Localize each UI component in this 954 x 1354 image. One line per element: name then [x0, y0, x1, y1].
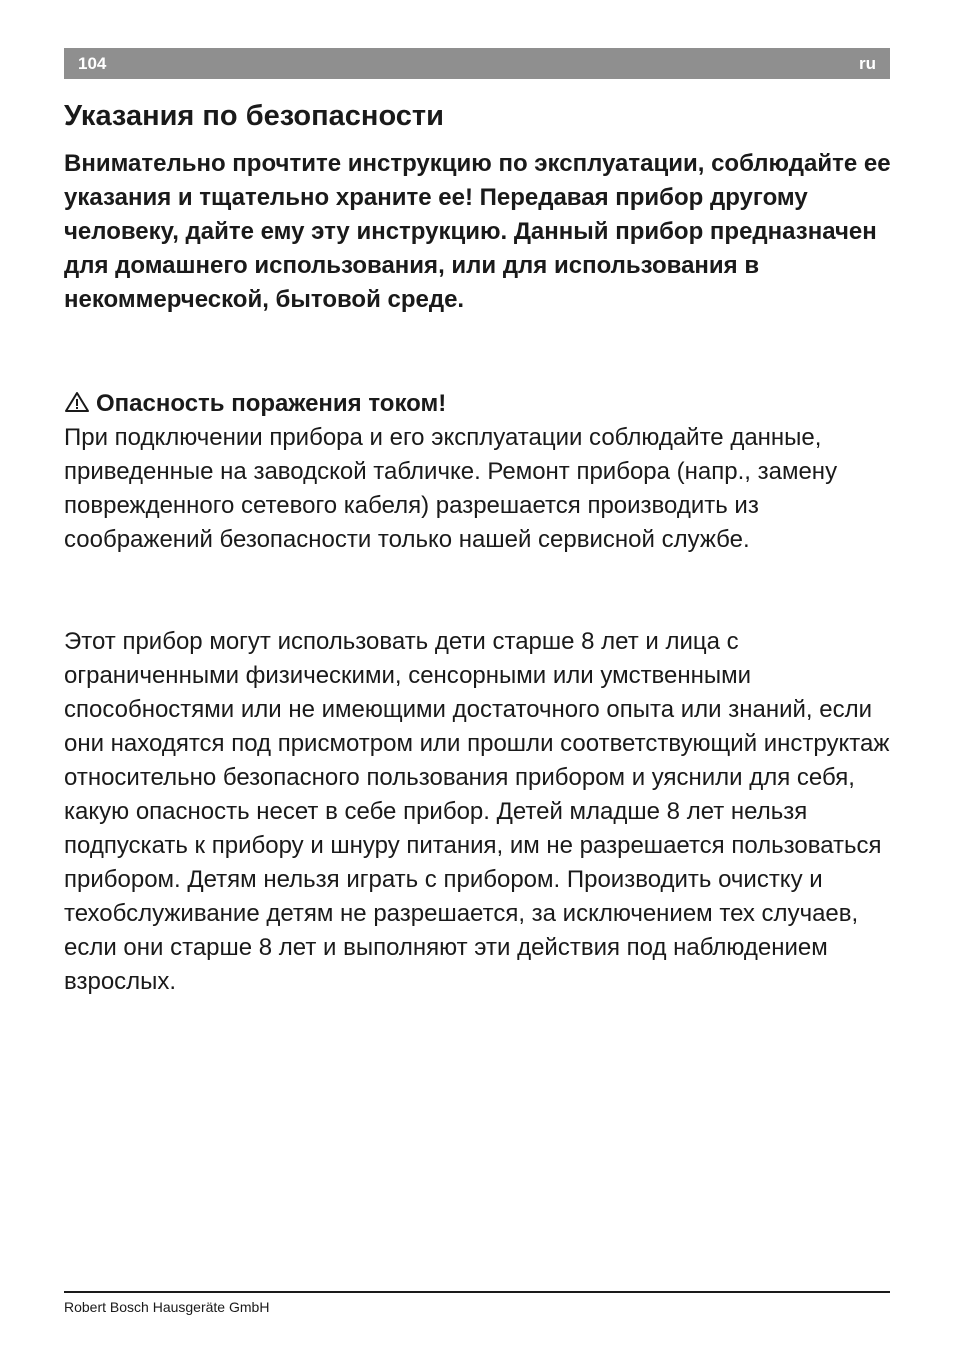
warning-heading-text: Опасность поражения током! [96, 390, 447, 417]
footer-company: Robert Bosch Hausgeräte GmbH [64, 1299, 270, 1315]
footer-divider [64, 1291, 890, 1293]
children-notice-paragraph: Этот прибор могут использовать дети старше 8 лет и лица с ограниченными физическими, сенсорными или умственными способностями или не имеющими достаточного опыта или знаний, если они находятся под присмотром или прошли соответствующий инструктаж относительно безопасного пользования прибором и уяснили для себя, какую опасность несет в себе прибор. Детей младше 8 лет нельзя подпускать к прибору и шнуру питания, им не разрешается пользоваться прибором. Детям нельзя играть с прибором. Производить очистку и техобслуживание детям не разрешается, за исключением тех случаев, если они старше 8 лет и выполняют эти действия под наблюдением взрослых. [64, 628, 890, 995]
electric-shock-paragraph: При подключении прибора и его эксплуатации соблюдайте данные, приведенные на заводской табличке. Ремонт прибора (напр., замену поврежденного сетевого кабеля) разрешается производить из соображений безопасности только нашей сервисной службе. [64, 424, 838, 553]
page-title: Указания по безопасности [64, 100, 444, 132]
intro-paragraph: Внимательно прочтите инструкцию по эксплуатации, соблюдайте ее указания и тщательно храните ее! Передавая прибор другому человеку, дайте ему эту инструкцию. Данный прибор предназначен для домашнего использования, или для использования в некоммерческой, бытовой среде. [64, 150, 891, 313]
warning-triangle-icon [64, 389, 90, 411]
warning-heading [64, 387, 446, 421]
language-code: ru [859, 54, 876, 73]
page-number: 104 [78, 54, 107, 73]
page-header-bar [64, 48, 890, 79]
